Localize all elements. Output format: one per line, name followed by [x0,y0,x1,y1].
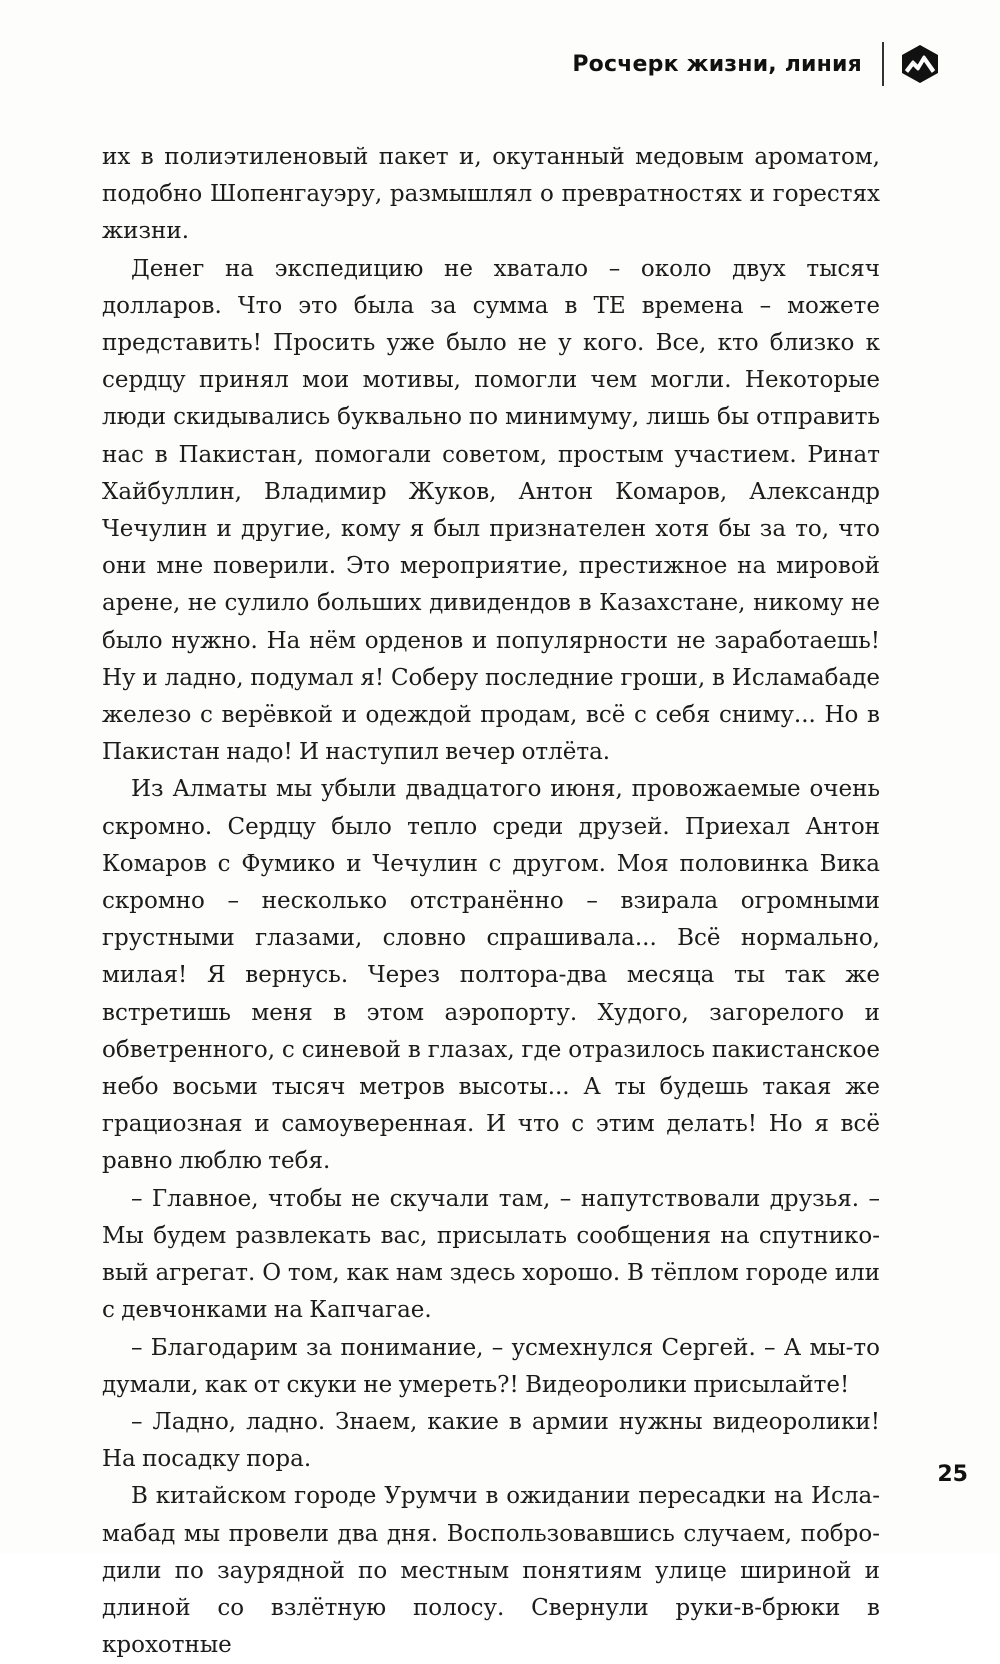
page-number: 25 [937,1462,968,1487]
paragraph-departure: Из Алматы мы убыли двадцатого июня, провожаемые очень скромно. Сердцу было тепло среди друзей. Приехал Антон Комаров с Фумико и Чечулин с другом. Моя половинка Вика скромно – несколько отстранённо – взирала огромными грустными глазами, словно спрашивала... Всё нормально, милая! Я вернусь. Через полтора-два месяца ты так же встретишь меня в этом аэропорту. Худого, загорелого и обветренного, с синевой в глазах, где отразилось пакистанское небо восьми тысяч метров высоты... А ты будешь такая же грациозная и самоуверенная. И что с этим делать! Но я всё равно люблю тебя. [102,776,880,1175]
paragraph-continuation: их в полиэтиленовый пакет и, окутанный медовым ароматом, подобно Шопенгауэру, размышлял о превратностях и горестях жизни. [102,144,880,245]
body-text [102,139,880,1664]
dialogue-line-sergey: – Благодарим за понимание, – усмехнулся Сергей. – А мы-то думали, как от скуки не умереть?! Видеоролики присылайте! [102,1334,880,1398]
header-divider [882,42,884,86]
paragraph-urumqi: В китайском городе Урумчи в ожидании пересадки на Исламабад мы провели два дня. Воспользовавшись случаем, побродили по заурядной по местным понятиям улице шириной и длиной со взлётную полосу. Свернули руки-в-брюки в крохотные [102,1483,880,1659]
paragraph-money: Денег на экспедицию не хватало – около двух тысяч долларов. Что это была за сумма в ТЕ времена – можете представить! Просить уже было не у кого. Все, кто близко к сердцу принял мои мотивы, помогли чем могли. Некоторые люди скидывались буквально по минимуму, лишь бы отправить нас в Пакистан, помогали советом, простым участием. Ринат Хайбуллин, Владимир Жуков, Антон Комаров, Александр Чечулин и другие, кому я был признателен хотя бы за то, что они мне поверили. Это мероприятие, престижное на мировой арене, не сулило больших дивидендов в Казахстане, никому не было нужно. На нём орденов и популярности не заработаешь! Ну и ладно, подумал я! Соберу последние гроши, в Исламабаде железо с верёвкой и одеждой продам, всё с себя сниму... Но в Пакистан надо! И наступил вечер отлёта. [102,255,880,766]
mountain-logo-icon [898,42,942,86]
dialogue-line-boarding: – Ладно, ладно. Знаем, какие в армии нужны видеоролики! На посадку пора. [102,1408,880,1473]
running-title: Росчерк жизни, линия [572,51,862,77]
dialogue-line-friends: – Главное, чтобы не скучали там, – напутствовали друзья. – Мы будем развлекать вас, присылать сообщения на спутниковый агрегат. О том, как нам здесь хорошо. В тёплом городе или с девчонками на Капчагае. [102,1185,880,1324]
running-header [572,40,942,88]
